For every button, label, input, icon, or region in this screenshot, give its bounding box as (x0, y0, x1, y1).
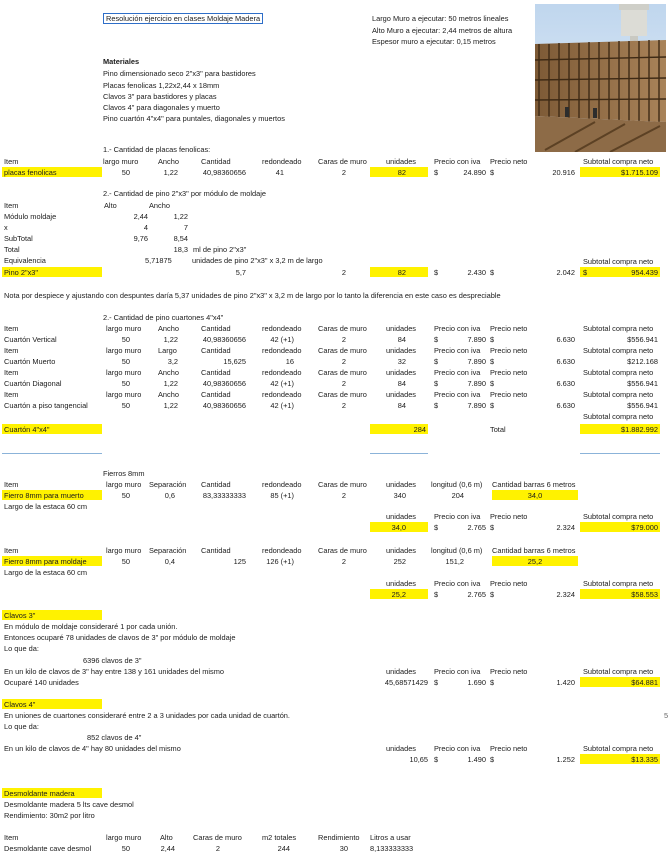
currency: $ (490, 678, 495, 687)
col-header: Caras de muro (318, 157, 367, 166)
note: Largo de la estaca 60 cm (4, 568, 87, 577)
total-label: Total (490, 425, 506, 434)
section-heading: 2.- Cantidad de pino 2"x3" por módulo de moldaje (103, 189, 267, 198)
cell: 204 (451, 491, 464, 500)
col-header: largo muro (103, 157, 139, 166)
cell: 50 (121, 379, 130, 388)
cell-subtotal: $79.000 (631, 523, 658, 532)
cell: 284 (413, 425, 426, 434)
col-header: Precio con iva (434, 368, 481, 377)
cell: 50 (121, 844, 130, 853)
cell: 82 (397, 268, 406, 277)
material-item: Clavos 3" para bastidores y placas (103, 92, 217, 101)
col-header: Precio con iva (434, 390, 481, 399)
info-largo: Largo Muro a ejecutar: 50 metros lineales (372, 14, 509, 23)
col-header: largo muro (106, 390, 142, 399)
col-header: Subtotal compra neto (583, 346, 654, 355)
material-item: Pino dimensionado seco 2"x3" para bastidores (103, 69, 256, 78)
row-label: Cuartón 4"x4" (4, 425, 50, 434)
cell: 24.890 (463, 168, 486, 177)
col-header: Litros a usar (370, 833, 411, 842)
row-label: Desmoldante cave desmol (4, 844, 92, 853)
cell: 83,33333333 (202, 491, 246, 500)
col-header: Cantidad (201, 390, 231, 399)
cell: 5,71875 (145, 256, 172, 265)
col-header: longitud (0,6 m) (431, 480, 483, 489)
col-header: Cantidad barras 6 metros (492, 546, 576, 555)
col-header: unidades (386, 480, 416, 489)
cell: 6.630 (556, 335, 575, 344)
cell: 1,22 (163, 335, 178, 344)
cell: 25,2 (391, 590, 406, 599)
section-heading: 1.- Cantidad de placas fenolicas: (103, 145, 211, 154)
cell: 45,68571429 (384, 678, 428, 687)
cell: 7.890 (467, 379, 486, 388)
col-header: Item (4, 324, 19, 333)
col-header: longitud (0,6 m) (431, 546, 483, 555)
cell: 84 (397, 335, 406, 344)
col-header: redondeado (262, 546, 302, 555)
material-item: Placas fenolicas 1,22x2,44 x 18mm (103, 81, 220, 90)
col-header: Caras de muro (318, 368, 367, 377)
col-header: Alto (160, 833, 173, 842)
currency: $ (490, 168, 495, 177)
row-label: Fierro 8mm para muerto (4, 491, 84, 500)
cell: 2.430 (467, 268, 486, 277)
col-header: Precio neto (490, 324, 528, 333)
col-header: Subtotal compra neto (583, 157, 654, 166)
col-header: Subtotal compra neto (583, 257, 654, 266)
material-item: Clavos 4" para diagonales y muerto (103, 103, 220, 112)
count: 6396 clavos de 3" (83, 656, 142, 665)
cell: 40,98360656 (202, 335, 246, 344)
section-heading: Desmoldante madera (4, 789, 75, 798)
col-header: redondeado (262, 390, 302, 399)
cell: 50 (121, 491, 130, 500)
materiales-heading: Materiales (103, 57, 140, 66)
col-header: Precio con iva (434, 512, 481, 521)
cell-subtotal: $58.553 (631, 590, 658, 599)
currency: $ (434, 357, 439, 366)
note: En módulo de moldaje consideraré 1 por cada unión. (4, 622, 178, 631)
currency: $ (490, 401, 495, 410)
cell-subtotal: $212.168 (627, 357, 658, 366)
cell: 2.324 (556, 523, 575, 532)
cell: 1.690 (467, 678, 486, 687)
col-header-item: Item (4, 546, 19, 555)
col-header: Precio neto (490, 579, 528, 588)
col-header-item: Item (4, 201, 19, 210)
cell: 1.252 (556, 755, 575, 764)
col-header: Subtotal compra neto (583, 324, 654, 333)
cell: 2 (341, 168, 346, 177)
material-item: Pino cuartón 4"x4" para puntales, diagonales y muertos (103, 114, 285, 123)
cell: 0,6 (164, 491, 175, 500)
currency: $ (583, 268, 588, 277)
cell: 15,625 (223, 357, 246, 366)
cell-subtotal: $556.941 (627, 401, 658, 410)
currency: $ (490, 335, 495, 344)
col-header: Precio con iva (434, 667, 481, 676)
section-heading: Clavos 4" (4, 700, 36, 709)
row-label: placas fenolicas (4, 168, 57, 177)
construction-photo (535, 4, 666, 152)
currency: $ (434, 678, 439, 687)
cell: 7.890 (467, 401, 486, 410)
col-header: largo muro (106, 546, 142, 555)
cell: 34,0 (391, 523, 406, 532)
note: En un kilo de clavos de 4" hay 80 unidades del mismo (4, 744, 181, 753)
cell: 18,3 (173, 245, 188, 254)
cell: 2,44 (160, 844, 175, 853)
col-header: Caras de muro (318, 480, 367, 489)
col-header: Cantidad (201, 346, 231, 355)
col-header: Precio con iva (434, 579, 481, 588)
cell: 85 (+1) (270, 491, 294, 500)
cell: 10,65 (409, 755, 428, 764)
cell: 2 (215, 844, 220, 853)
col-header: redondeado (262, 157, 302, 166)
col-header: Ancho (158, 368, 179, 377)
currency: $ (490, 523, 495, 532)
cell: 1,22 (163, 379, 178, 388)
currency: $ (434, 523, 439, 532)
cell-subtotal: $13.335 (631, 755, 658, 764)
row-label: Cuartón Muerto (4, 357, 56, 366)
row-label: Cuartón Vertical (4, 335, 57, 344)
cell: 2 (341, 335, 346, 344)
cell: 82 (397, 168, 406, 177)
count: 852 clavos de 4" (87, 733, 142, 742)
cell: 6.630 (556, 357, 575, 366)
currency: $ (434, 401, 439, 410)
note: Largo de la estaca 60 cm (4, 502, 87, 511)
col-header: Ancho (158, 390, 179, 399)
col-header: Precio con iva (434, 744, 481, 753)
currency: $ (434, 335, 439, 344)
cell: 5,7 (235, 268, 246, 277)
col-header: Separación (149, 546, 187, 555)
section-heading: Fierros 8mm (103, 469, 145, 478)
cell: 244 (277, 844, 290, 853)
currency: $ (490, 379, 495, 388)
col-header: Caras de muro (318, 546, 367, 555)
cell: 6.630 (556, 401, 575, 410)
cell: 50 (121, 401, 130, 410)
col-header-item: Item (4, 480, 19, 489)
col-header: unidades (386, 390, 416, 399)
cell: 252 (393, 557, 406, 566)
cell: 126 (+1) (266, 557, 294, 566)
cell: 50 (121, 357, 130, 366)
cell: 84 (397, 401, 406, 410)
currency: $ (490, 357, 495, 366)
cell: 42 (+1) (270, 335, 294, 344)
col-header: Subtotal compra neto (583, 412, 654, 421)
col-header: unidades (386, 324, 416, 333)
currency: $ (434, 590, 439, 599)
row-label: Equivalencia (4, 256, 46, 265)
col-header: largo muro (106, 324, 142, 333)
col-header: unidades (386, 157, 416, 166)
cell: 40,98360656 (202, 379, 246, 388)
cell: 20.916 (552, 168, 575, 177)
section-heading: Clavos 3" (4, 611, 36, 620)
col-header: unidades (386, 579, 416, 588)
col-header: Subtotal compra neto (583, 390, 654, 399)
cell: 2.324 (556, 590, 575, 599)
col-header: unidades (386, 368, 416, 377)
col-header: Precio neto (490, 346, 528, 355)
col-header: unidades (386, 744, 416, 753)
cell: 40,98360656 (202, 168, 246, 177)
col-header: Ancho (149, 201, 170, 210)
col-header: redondeado (262, 368, 302, 377)
col-header: Cantidad (201, 157, 231, 166)
col-header-item: Item (4, 833, 19, 842)
construction-photo-graphic (535, 4, 666, 152)
sheet-title[interactable]: Resolución ejercicio en clases Moldaje Madera (103, 13, 263, 24)
cell-note: ml de pino 2"x3" (193, 245, 247, 254)
cell: 3,2 (167, 357, 178, 366)
col-header: Precio neto (490, 744, 528, 753)
cell: 2 (341, 357, 346, 366)
currency: $ (434, 168, 439, 177)
cell: 41 (275, 168, 284, 177)
note: Entonces ocuparé 78 unidades de clavos de 3" por módulo de moldaje (4, 633, 236, 642)
cell-subtotal: $556.941 (627, 335, 658, 344)
row-label: Cuartón a piso tangencial (4, 401, 88, 410)
col-header: largo muro (106, 480, 142, 489)
cell: 50 (121, 335, 130, 344)
col-header: Precio neto (490, 512, 528, 521)
col-header: unidades (386, 512, 416, 521)
info-alto: Alto Muro a ejecutar: 2,44 metros de altura (372, 26, 513, 35)
col-header: Cantidad (201, 368, 231, 377)
info-espesor: Espesor muro a ejecutar: 0,15 metros (372, 37, 496, 46)
col-header: Precio neto (490, 390, 528, 399)
cell-subtotal: $1.715.109 (621, 168, 658, 177)
cell: 25,2 (527, 557, 543, 566)
col-header: Cantidad (201, 546, 231, 555)
cell: 34,0 (527, 491, 543, 500)
col-header: redondeado (262, 346, 302, 355)
cell: 42 (+1) (270, 401, 294, 410)
section-heading: 2.- Cantidad de pino cuartones 4"x4" (103, 313, 224, 322)
col-header: m2 totales (262, 833, 297, 842)
cell: 30 (339, 844, 348, 853)
col-header: Precio con iva (434, 324, 481, 333)
col-header: redondeado (262, 480, 302, 489)
cell: 125 (233, 557, 246, 566)
cell: 4 (143, 223, 148, 232)
currency: $ (434, 268, 439, 277)
col-header: Item (4, 390, 19, 399)
currency: $ (490, 268, 495, 277)
col-header: Subtotal compra neto (583, 667, 654, 676)
col-header: Precio neto (490, 667, 528, 676)
cell: 2.042 (556, 268, 575, 277)
col-header: redondeado (262, 324, 302, 333)
cell: 7.890 (467, 357, 486, 366)
col-header: unidades (386, 546, 416, 555)
col-header-item: Item (4, 157, 19, 166)
note: Rendimiento: 30m2 por litro (4, 811, 95, 820)
col-header: Cantidad (201, 324, 231, 333)
col-header: Precio con iva (434, 346, 481, 355)
col-header: Item (4, 346, 19, 355)
cell: 42 (+1) (270, 379, 294, 388)
col-header: Cantidad barras 6 metros (492, 480, 576, 489)
col-header: largo muro (106, 833, 142, 842)
note: En uniones de cuartones consideraré entre 2 a 3 unidades por cada unidad de cuartón. (4, 711, 290, 720)
cell-subtotal: 954.439 (631, 268, 658, 277)
col-header: Caras de muro (318, 324, 367, 333)
col-header: Cantidad (201, 480, 231, 489)
col-header: Rendimiento (318, 833, 360, 842)
cell: 2,44 (133, 212, 148, 221)
row-label: Total (4, 245, 20, 254)
col-header: Subtotal compra neto (583, 744, 654, 753)
edge-mark: 5 (664, 711, 669, 720)
cell: 40,98360656 (202, 401, 246, 410)
col-header: Caras de muro (193, 833, 242, 842)
row-label: x (4, 223, 8, 232)
col-header: Precio neto (490, 157, 528, 166)
cell: 2 (341, 268, 346, 277)
currency: $ (434, 379, 439, 388)
cell-note: unidades de pino 2"x3" x 3,2 m de largo (192, 256, 323, 265)
cell: 2.765 (467, 523, 486, 532)
cell: 1,22 (163, 401, 178, 410)
cell: 8,133333333 (370, 844, 414, 853)
col-header: Ancho (158, 157, 179, 166)
col-header: Precio neto (490, 368, 528, 377)
note: Lo que da: (4, 722, 39, 731)
col-header: Alto (104, 201, 117, 210)
col-header: Ancho (158, 324, 179, 333)
cell: 8,54 (173, 234, 188, 243)
row-label: Pino 2"x3" (4, 268, 39, 277)
cell: 2 (341, 557, 346, 566)
col-header: Item (4, 368, 19, 377)
cell: 340 (393, 491, 406, 500)
row-label: Cuartón Diagonal (4, 379, 62, 388)
row-label: Módulo moldaje (4, 212, 57, 221)
note: Nota por despiece y ajustando con despuntes daría 5,37 unidades de pino 2"x3" x 3,2 m de largo por lo tanto la diferencia en este caso es despreciable (4, 291, 501, 300)
currency: $ (490, 755, 495, 764)
col-header: Separación (149, 480, 187, 489)
col-header: unidades (386, 667, 416, 676)
note: En un kilo de clavos de 3" hay entre 138 y 161 unidades del mismo (4, 667, 224, 676)
cell: 2 (341, 401, 346, 410)
col-header: Subtotal compra neto (583, 368, 654, 377)
col-header: Largo (158, 346, 177, 355)
currency: $ (434, 755, 439, 764)
cell: 1,22 (173, 212, 188, 221)
cell-subtotal: $556.941 (627, 379, 658, 388)
cell: 1.420 (556, 678, 575, 687)
col-header: largo muro (106, 368, 142, 377)
cell: 2.765 (467, 590, 486, 599)
col-header: unidades (386, 346, 416, 355)
cell: 151,2 (445, 557, 464, 566)
col-header: largo muro (106, 346, 142, 355)
cell: 9,76 (133, 234, 148, 243)
cell: 6.630 (556, 379, 575, 388)
currency: $ (490, 590, 495, 599)
cell: 0,4 (164, 557, 175, 566)
cell: 7.890 (467, 335, 486, 344)
col-header: Subtotal compra neto (583, 512, 654, 521)
col-header: Caras de muro (318, 390, 367, 399)
cell: 50 (121, 557, 130, 566)
cell: 84 (397, 379, 406, 388)
note: Ocuparé 140 unidades (4, 678, 79, 687)
cell-subtotal: $1.882.992 (621, 425, 658, 434)
cell: 7 (183, 223, 188, 232)
cell: 50 (121, 168, 130, 177)
cell: 16 (285, 357, 294, 366)
cell-subtotal: $64.881 (631, 678, 658, 687)
cell: 2 (341, 379, 346, 388)
note: Desmoldante madera 5 lts cave desmol (4, 800, 134, 809)
row-label: Fierro 8mm para moldaje (4, 557, 87, 566)
cell: 32 (397, 357, 406, 366)
cell: 1.490 (467, 755, 486, 764)
col-header: Subtotal compra neto (583, 579, 654, 588)
cell: 1,22 (163, 168, 178, 177)
note: Lo que da: (4, 644, 39, 653)
cell: 2 (341, 491, 346, 500)
row-label: SubTotal (4, 234, 33, 243)
col-header: Precio con iva (434, 157, 481, 166)
col-header: Caras de muro (318, 346, 367, 355)
